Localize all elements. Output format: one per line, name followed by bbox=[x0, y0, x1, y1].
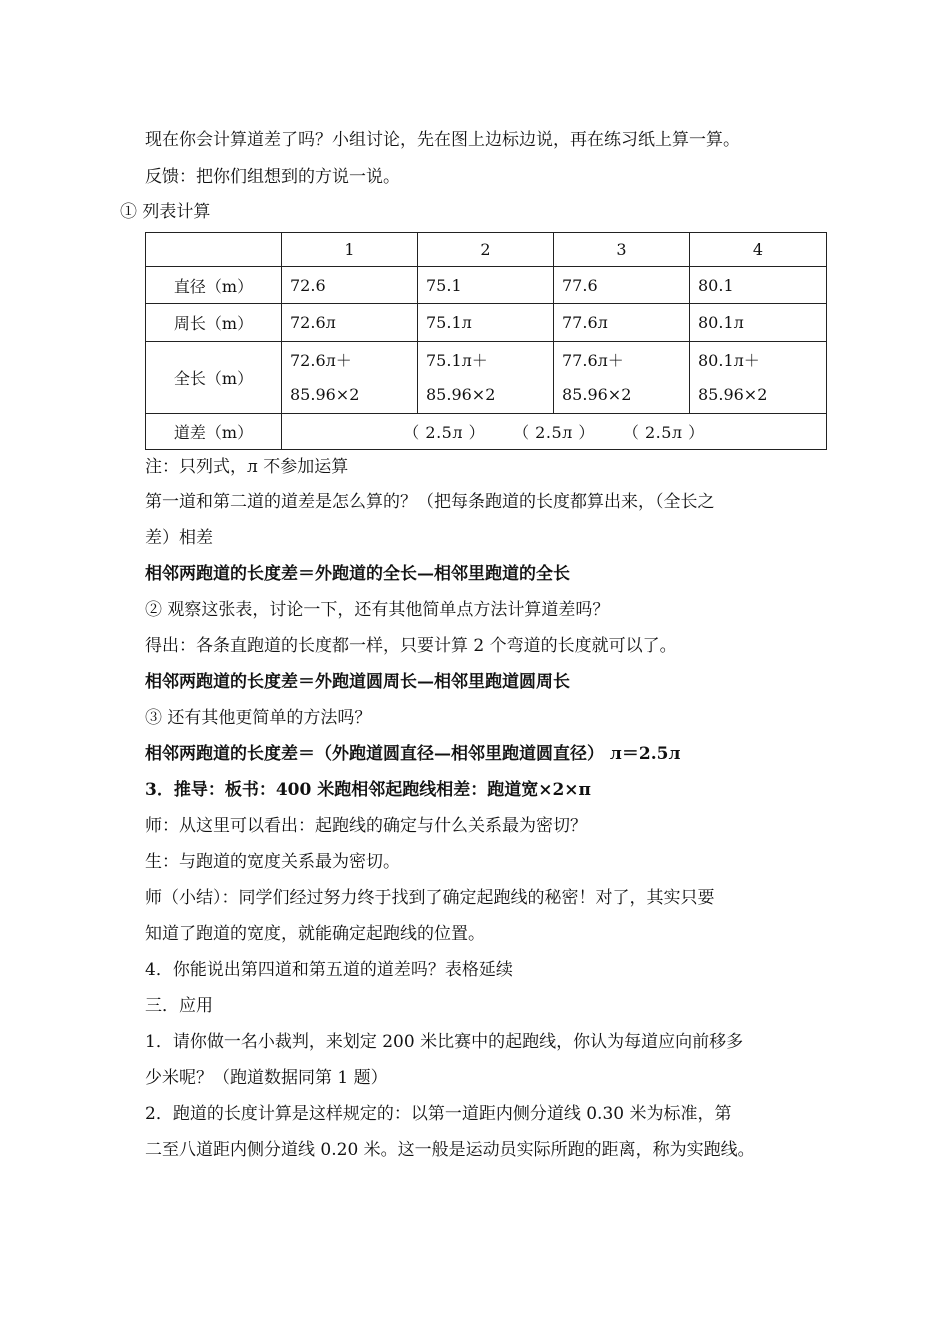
note-line: 注：只列式，л 不参加运算 bbox=[145, 457, 349, 477]
row-label: 道差（m） bbox=[146, 414, 282, 450]
table-cell: 72.6 bbox=[282, 267, 418, 304]
table-cell bbox=[282, 342, 418, 414]
table-header-row bbox=[146, 233, 827, 267]
section-heading-table: ① 列表计算 bbox=[120, 202, 211, 222]
lane-difference-value: （ 2.5л ） bbox=[403, 423, 486, 442]
paragraph-line: 差）相差 bbox=[145, 528, 213, 548]
paragraph-line: ③ 还有其他更简单的方法吗？ bbox=[145, 708, 372, 728]
intro-line-1: 现在你会计算道差了吗？小组讨论，先在图上边标边说，再在练习纸上算一算。 bbox=[145, 130, 740, 150]
cell-line: 85.96×2 bbox=[562, 384, 632, 404]
table-row bbox=[146, 267, 827, 304]
row-label: 直径（m） bbox=[146, 267, 282, 304]
table-header-cell: 3 bbox=[554, 233, 690, 267]
table-cell: 77.6 bbox=[554, 267, 690, 304]
paragraph-line: 师（小结）：同学们经过努力终于找到了确定起跑线的秘密！对了，其实只要 bbox=[145, 888, 715, 908]
cell-line: 85.96×2 bbox=[290, 384, 360, 404]
paragraph-line: 知道了跑道的宽度，就能确定起跑线的位置。 bbox=[145, 924, 485, 944]
intro-line-2: 反馈：把你们组想到的方说一说。 bbox=[145, 167, 400, 187]
table-row bbox=[146, 414, 827, 450]
paragraph-line: ② 观察这张表，讨论一下，还有其他简单点方法计算道差吗？ bbox=[145, 600, 610, 620]
formula-line: 相邻两跑道的长度差＝（外跑道圆直径—相邻里跑道圆直径） л＝2.5л bbox=[145, 744, 681, 764]
table-header-cell: 2 bbox=[418, 233, 554, 267]
cell-line: 75.1л＋ bbox=[426, 350, 488, 370]
cell-line: 85.96×2 bbox=[426, 384, 496, 404]
paragraph-line: 得出：各条直跑道的长度都一样，只要计算 2 个弯道的长度就可以了。 bbox=[145, 636, 677, 656]
paragraph-line: 生：与跑道的宽度关系最为密切。 bbox=[145, 852, 400, 872]
row-label: 全长（m） bbox=[146, 342, 282, 414]
table-cell bbox=[418, 342, 554, 414]
table-cell: 75.1л bbox=[418, 304, 554, 342]
table-header-cell bbox=[146, 233, 282, 267]
table-row bbox=[146, 304, 827, 342]
paragraph-line: 二至八道距内侧分道线 0.20 米。这一般是运动员实际所跑的距离，称为实跑线。 bbox=[145, 1140, 755, 1160]
table-cell bbox=[554, 342, 690, 414]
table-header-cell: 1 bbox=[282, 233, 418, 267]
table-header-cell: 4 bbox=[690, 233, 827, 267]
paragraph-line: 1．请你做一名小裁判，来划定 200 米比赛中的起跑线，你认为每道应向前移多 bbox=[145, 1032, 744, 1052]
paragraph-line: 第一道和第二道的道差是怎么算的？（把每条跑道的长度都算出来，（全长之 bbox=[145, 492, 715, 512]
cell-line: 72.6л＋ bbox=[290, 350, 352, 370]
cell-line: 85.96×2 bbox=[698, 384, 768, 404]
formula-line: 相邻两跑道的长度差＝外跑道圆周长—相邻里跑道圆周长 bbox=[145, 672, 570, 692]
row-label: 周长（m） bbox=[146, 304, 282, 342]
formula-line: 3．推导：板书：400 米跑相邻起跑线相差：跑道宽×2×π bbox=[145, 780, 591, 800]
formula-line: 相邻两跑道的长度差＝外跑道的全长—相邻里跑道的全长 bbox=[145, 564, 570, 584]
lane-calculation-table bbox=[145, 232, 827, 450]
cell-line: 77.6л＋ bbox=[562, 350, 624, 370]
cell-line: 80.1л＋ bbox=[698, 350, 760, 370]
table-cell: 80.1 bbox=[690, 267, 827, 304]
paragraph-line: 4．你能说出第四道和第五道的道差吗？表格延续 bbox=[145, 960, 513, 980]
paragraph-line: 2．跑道的长度计算是这样规定的：以第一道距内侧分道线 0.30 米为标准，第 bbox=[145, 1104, 732, 1124]
lane-difference-value: （ 2.5л ） bbox=[513, 423, 595, 442]
section-heading: 三．应用 bbox=[145, 996, 213, 1016]
table-cell bbox=[690, 342, 827, 414]
table-cell: 72.6л bbox=[282, 304, 418, 342]
table-cell: 80.1л bbox=[690, 304, 827, 342]
lane-difference-value: （ 2.5л ） bbox=[622, 423, 705, 442]
paragraph-line: 师：从这里可以看出：起跑线的确定与什么关系最为密切？ bbox=[145, 816, 587, 836]
table-cell: 77.6л bbox=[554, 304, 690, 342]
table-row bbox=[146, 342, 827, 414]
paragraph-line: 少米呢？（跑道数据同第 1 题） bbox=[145, 1068, 388, 1088]
lane-difference-cell bbox=[282, 414, 827, 450]
table-cell: 75.1 bbox=[418, 267, 554, 304]
